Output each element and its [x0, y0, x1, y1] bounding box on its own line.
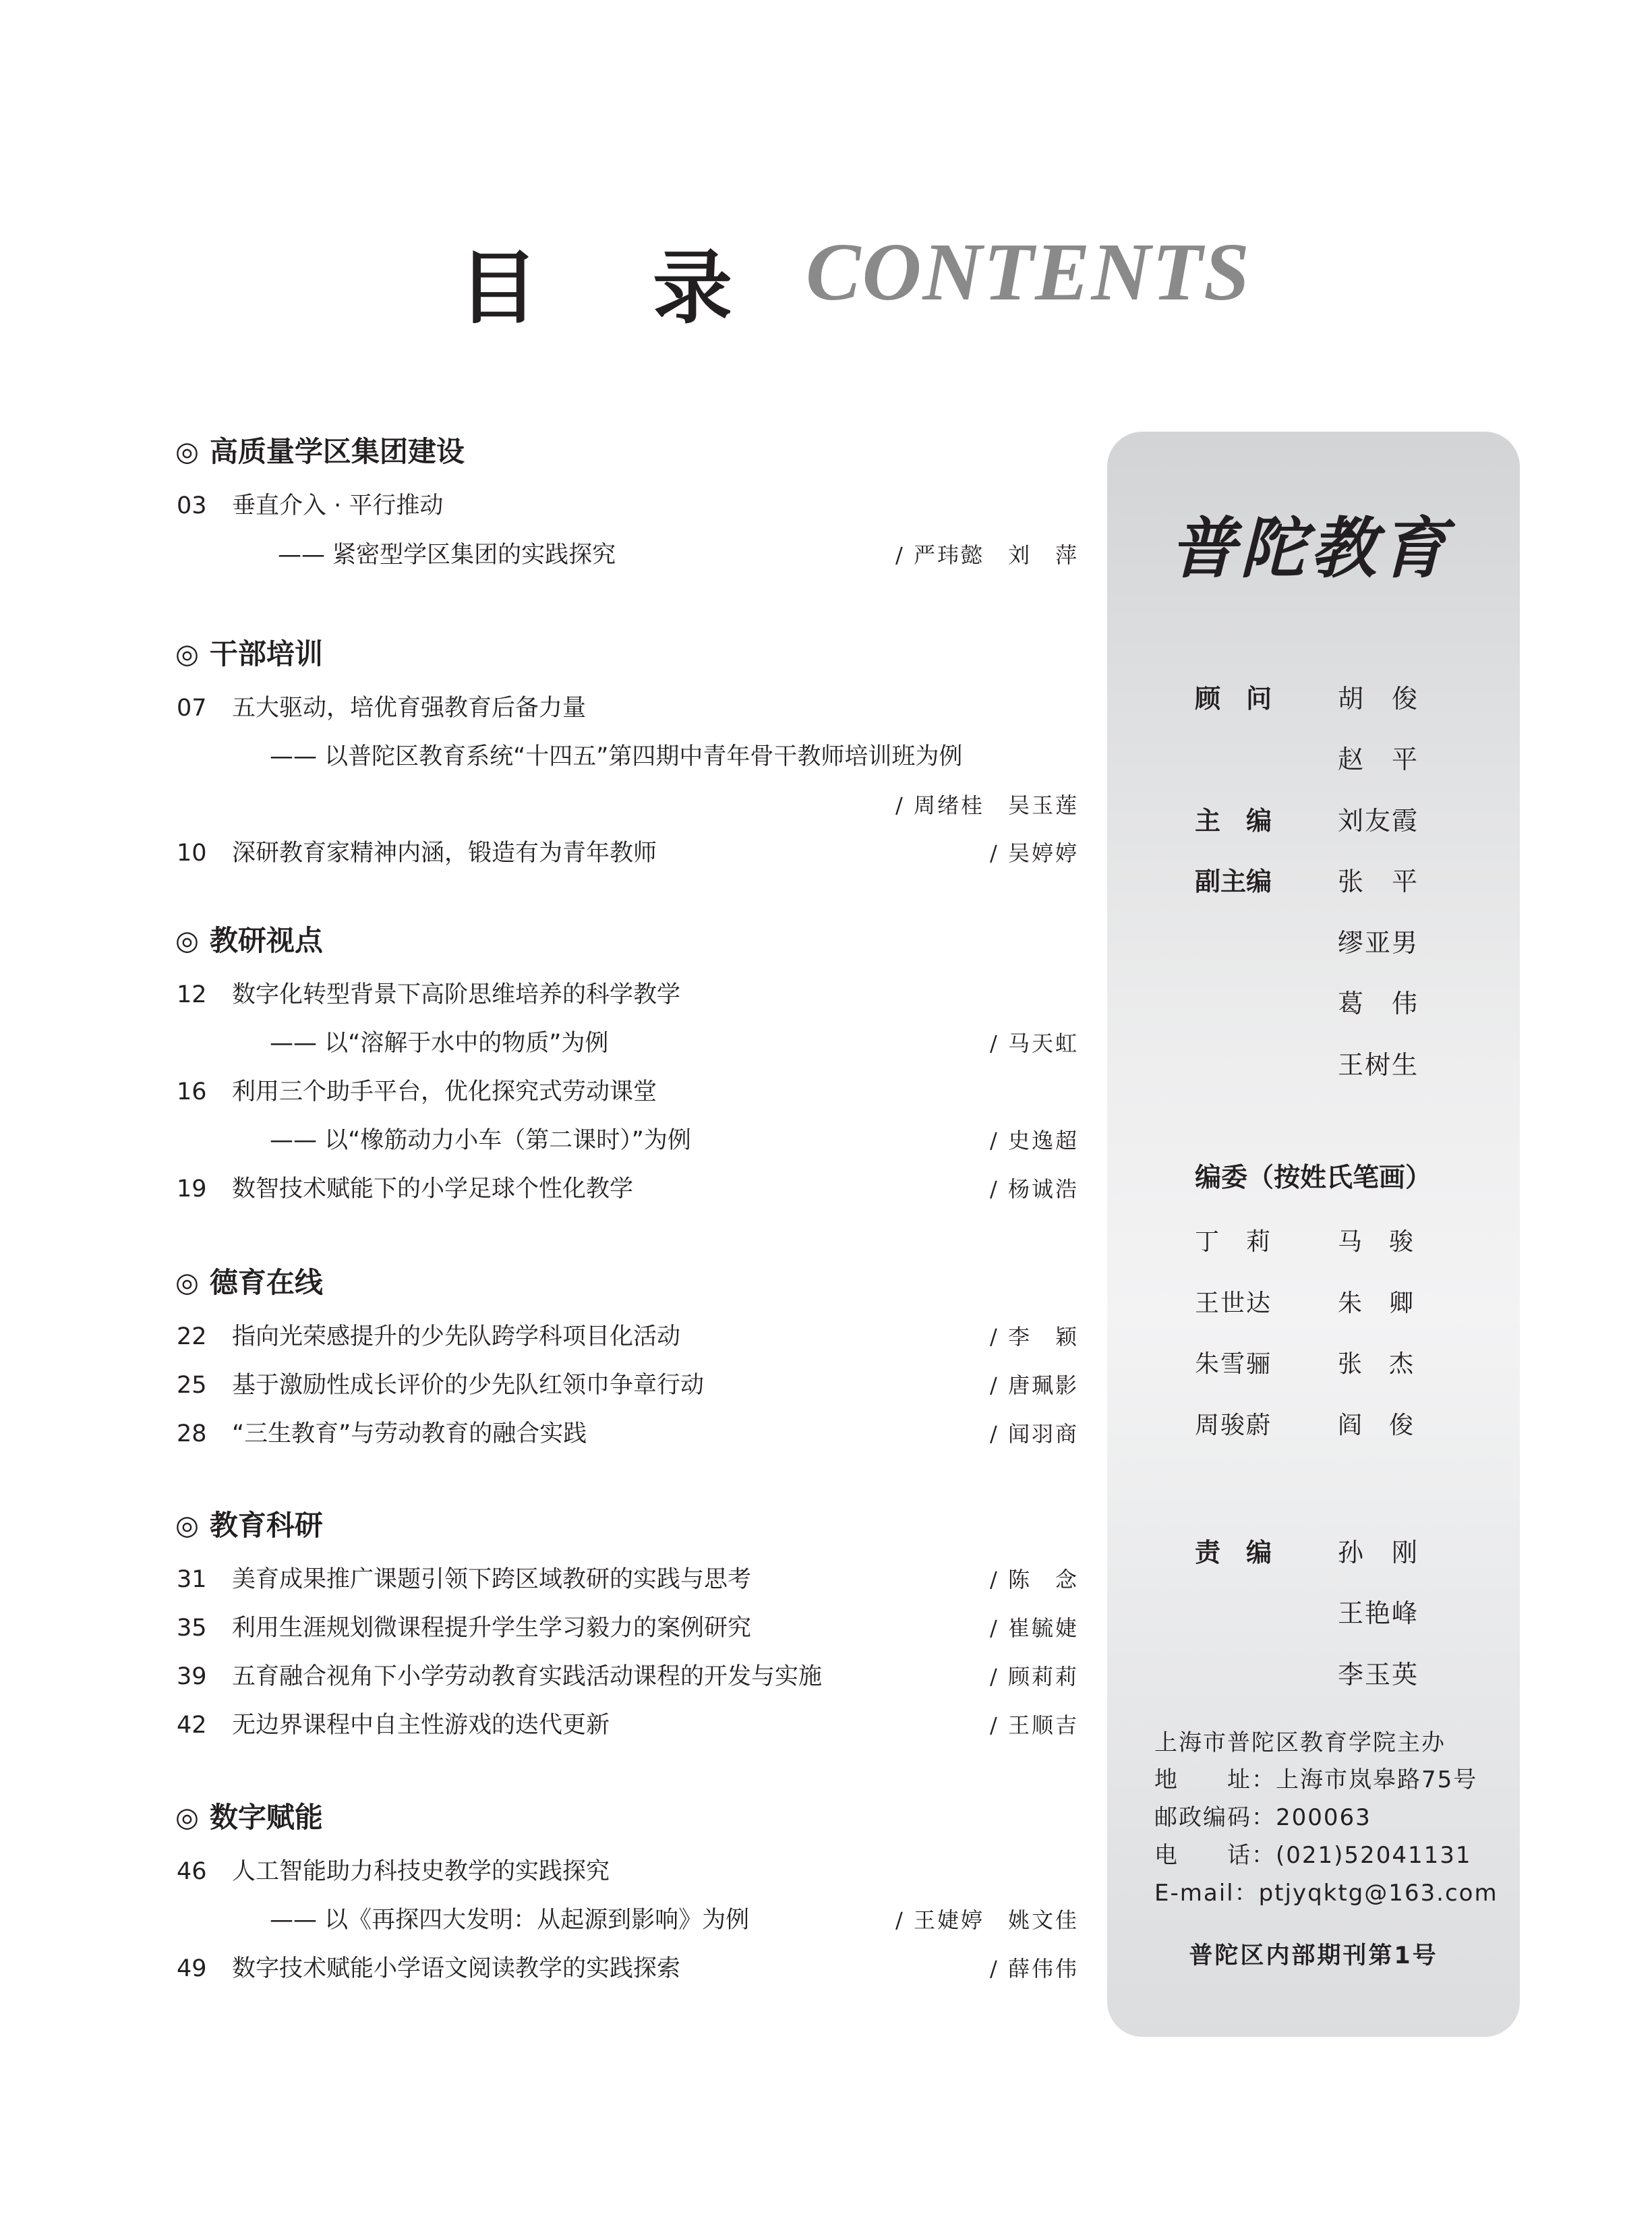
double-circle-icon: ◎ — [175, 1267, 199, 1298]
entry-title: 数智技术赋能下的小学足球个性化教学 — [232, 1176, 634, 1203]
title-char-2: 录 — [653, 241, 733, 335]
entry-title: 利用三个助手平台，优化探究式劳动课堂 — [232, 1078, 657, 1105]
section-heading-text: 干部培训 — [209, 637, 323, 670]
entry-author: / 马天虹 — [990, 1031, 1079, 1056]
entry-title: 垂直介入 · 平行推动 — [232, 492, 444, 519]
section-heading — [175, 634, 1079, 674]
entry-author: / 陈 念 — [990, 1567, 1079, 1592]
staff-row — [1195, 801, 1478, 841]
section-heading — [175, 432, 1079, 472]
entry-title: 无边界课程中自主性游戏的迭代更新 — [232, 1712, 610, 1739]
entry-title: 五育融合视角下小学劳动教育实践活动课程的开发与实施 — [232, 1663, 823, 1690]
entry-title: “三生教育”与劳动教育的融合实践 — [232, 1420, 587, 1447]
entry-page: 35 — [177, 1615, 207, 1642]
committee-row — [1195, 1222, 1478, 1263]
double-circle-icon: ◎ — [175, 639, 199, 670]
entry-author: / 杨诚浩 — [990, 1176, 1079, 1202]
section-heading-text: 数字赋能 — [209, 1801, 323, 1834]
staff-row — [1195, 1532, 1478, 1573]
toc-entry[interactable] — [175, 1611, 1079, 1645]
section-heading — [175, 1505, 1079, 1546]
double-circle-icon: ◎ — [175, 925, 199, 956]
staff-name: 王树生 — [1338, 1050, 1419, 1080]
toc-entry[interactable] — [175, 740, 1079, 774]
entry-page: 28 — [177, 1420, 207, 1447]
toc-section — [175, 432, 1079, 569]
entry-author: / 吴婷婷 — [990, 840, 1079, 866]
toc-entry[interactable] — [175, 1563, 1079, 1596]
entry-page: 25 — [177, 1372, 207, 1399]
entry-author: / 严玮懿 刘 萍 — [895, 542, 1079, 568]
section-heading — [175, 921, 1079, 961]
entry-subtitle: —— 以“溶解于水中的物质”为例 — [270, 1030, 609, 1057]
committee-name: 丁 莉 — [1195, 1228, 1272, 1256]
committee-name: 朱雪骊 — [1195, 1350, 1272, 1378]
toc-entry[interactable] — [175, 1855, 1079, 1888]
entry-author: / 王顺吉 — [990, 1712, 1079, 1738]
entry-title: 指向光荣感提升的少先队跨学科项目化活动 — [232, 1323, 681, 1350]
entry-title: 数字技术赋能小学语文阅读教学的实践探索 — [232, 1955, 681, 1982]
section-heading — [175, 1797, 1079, 1838]
section-heading-text: 高质量学区集团建设 — [209, 435, 465, 468]
toc-entry[interactable] — [175, 1660, 1079, 1694]
staff-row — [1195, 1045, 1478, 1085]
entry-author: / 崔毓婕 — [990, 1615, 1079, 1641]
entry-author: / 王婕婷 姚文佳 — [895, 1907, 1079, 1933]
entry-author: / 薛伟伟 — [990, 1956, 1079, 1982]
staff-name: 孙 刚 — [1338, 1538, 1419, 1567]
staff-row — [1195, 1654, 1478, 1695]
entry-author: / 周绪桂 吴玉莲 — [895, 792, 1079, 818]
committee-row — [1195, 1283, 1478, 1324]
title-english: CONTENTS — [806, 227, 1251, 318]
staff-name: 刘友霞 — [1338, 806, 1419, 836]
entry-title: 人工智能助力科技史教学的实践探究 — [232, 1858, 610, 1885]
entry-author: / 唐珮影 — [990, 1372, 1079, 1398]
entry-page: 07 — [177, 695, 207, 722]
staff-row — [1195, 678, 1478, 719]
toc-entry[interactable] — [175, 1417, 1079, 1451]
toc-entry[interactable] — [175, 1320, 1079, 1354]
entry-page: 46 — [177, 1858, 207, 1885]
entry-title: 五大驱动，培优育强教育后备力量 — [232, 695, 587, 722]
section-heading — [175, 1263, 1079, 1303]
staff-name: 赵 平 — [1338, 745, 1419, 774]
staff-row — [1195, 739, 1478, 780]
entry-subtitle: —— 紧密型学区集团的实践探究 — [278, 542, 616, 569]
staff-label: 责 编 — [1195, 1538, 1272, 1567]
entry-subtitle: —— 以《再探四大发明：从起源到影响》为例 — [270, 1907, 750, 1934]
double-circle-icon: ◎ — [175, 1510, 199, 1541]
toc-entry[interactable] — [175, 1027, 1079, 1060]
postcode-line: 邮政编码：200063 — [1154, 1804, 1371, 1831]
entry-title: 基于激励性成长评价的少先队红领巾争章行动 — [232, 1372, 705, 1399]
entry-author: / 史逸超 — [990, 1128, 1079, 1153]
entry-subtitle: —— 以“橡筋动力小车（第二课时）”为例 — [270, 1127, 691, 1154]
toc-section — [175, 1797, 1079, 1982]
page-title — [0, 209, 1652, 335]
toc-entry[interactable] — [175, 1124, 1079, 1157]
entry-title: 深研教育家精神内涵，锻造有为青年教师 — [232, 840, 657, 867]
staff-name: 李玉英 — [1338, 1660, 1419, 1689]
entry-page: 42 — [177, 1712, 207, 1739]
entry-subtitle: —— 以普陀区教育系统“十四五”第四期中青年骨干教师培训班为例 — [270, 743, 963, 770]
toc-entry[interactable] — [175, 788, 1079, 822]
staff-name: 王艳峰 — [1338, 1598, 1419, 1628]
journal-logo: 普陀教育 — [1170, 510, 1451, 587]
issue-note: 普陀区内部期刊第1号 — [1189, 1942, 1438, 1969]
entry-page: 03 — [177, 492, 207, 519]
title-char-1: 目 — [459, 241, 539, 335]
committee-heading: 编委（按姓氏笔画） — [1195, 1163, 1432, 1193]
email-line: E-mail：ptjyqktg@163.com — [1154, 1880, 1498, 1907]
committee-name: 王世达 — [1195, 1290, 1272, 1317]
committee-name: 阎 俊 — [1338, 1412, 1415, 1439]
staff-row — [1195, 983, 1478, 1024]
entry-page: 12 — [177, 981, 207, 1008]
staff-name: 缪亚男 — [1338, 928, 1419, 958]
staff-name: 张 平 — [1338, 867, 1419, 896]
publisher-line: 上海市普陀区教育学院主办 — [1154, 1729, 1446, 1756]
staff-name: 胡 俊 — [1338, 684, 1419, 714]
staff-name: 葛 伟 — [1338, 989, 1419, 1018]
staff-row — [1195, 861, 1478, 902]
entry-title: 数字化转型背景下高阶思维培养的科学教学 — [232, 981, 681, 1008]
toc-entry[interactable] — [175, 1708, 1079, 1742]
entry-author: / 闻羽商 — [990, 1421, 1079, 1447]
double-circle-icon: ◎ — [175, 1802, 199, 1833]
committee-row — [1195, 1406, 1478, 1446]
entry-title: 美育成果推广课题引领下跨区域教研的实践与思考 — [232, 1566, 752, 1593]
entry-title: 利用生涯规划微课程提升学生学习毅力的案例研究 — [232, 1615, 752, 1642]
staff-row — [1195, 1593, 1478, 1634]
staff-row — [1195, 923, 1478, 963]
toc-entry[interactable] — [175, 1172, 1079, 1206]
section-heading-text: 教育科研 — [209, 1509, 323, 1542]
toc-entry[interactable] — [175, 1075, 1079, 1109]
toc-section — [175, 921, 1079, 1203]
toc-section — [175, 1263, 1079, 1447]
entry-page: 31 — [177, 1566, 207, 1593]
entry-page: 19 — [177, 1176, 207, 1203]
entry-page: 22 — [177, 1323, 207, 1350]
committee-name: 马 骏 — [1338, 1228, 1415, 1256]
title-chinese — [459, 224, 732, 339]
address-line: 地 址：上海市岚皋路75号 — [1154, 1766, 1478, 1793]
toc-entry[interactable] — [175, 538, 1079, 572]
double-circle-icon: ◎ — [175, 436, 199, 467]
entry-page: 10 — [177, 840, 207, 867]
entry-page: 49 — [177, 1955, 207, 1982]
toc-section — [175, 634, 1079, 867]
staff-label: 副主编 — [1195, 867, 1272, 896]
committee-name: 张 杰 — [1338, 1350, 1415, 1378]
entry-page: 39 — [177, 1663, 207, 1690]
toc-entry[interactable] — [175, 1903, 1079, 1937]
toc-entry[interactable] — [175, 1368, 1079, 1402]
toc-entry[interactable] — [175, 978, 1079, 1012]
entry-page: 16 — [177, 1078, 207, 1105]
section-heading-text: 德育在线 — [209, 1266, 323, 1299]
toc-entry[interactable] — [175, 489, 1079, 523]
committee-name: 朱 卿 — [1338, 1290, 1415, 1317]
staff-label: 主 编 — [1195, 806, 1272, 836]
entry-author: / 李 颖 — [990, 1324, 1079, 1350]
committee-name: 周骏蔚 — [1195, 1412, 1272, 1439]
toc-entry[interactable] — [175, 1952, 1079, 1986]
section-heading-text: 教研视点 — [209, 924, 323, 957]
committee-row — [1195, 1344, 1478, 1385]
entry-author: / 顾莉莉 — [990, 1664, 1079, 1689]
phone-line: 电 话：(021)52041131 — [1154, 1842, 1472, 1869]
toc-entry[interactable] — [175, 691, 1079, 725]
toc-section — [175, 1505, 1079, 1739]
staff-label: 顾 问 — [1195, 684, 1272, 714]
toc-entry[interactable] — [175, 836, 1079, 870]
